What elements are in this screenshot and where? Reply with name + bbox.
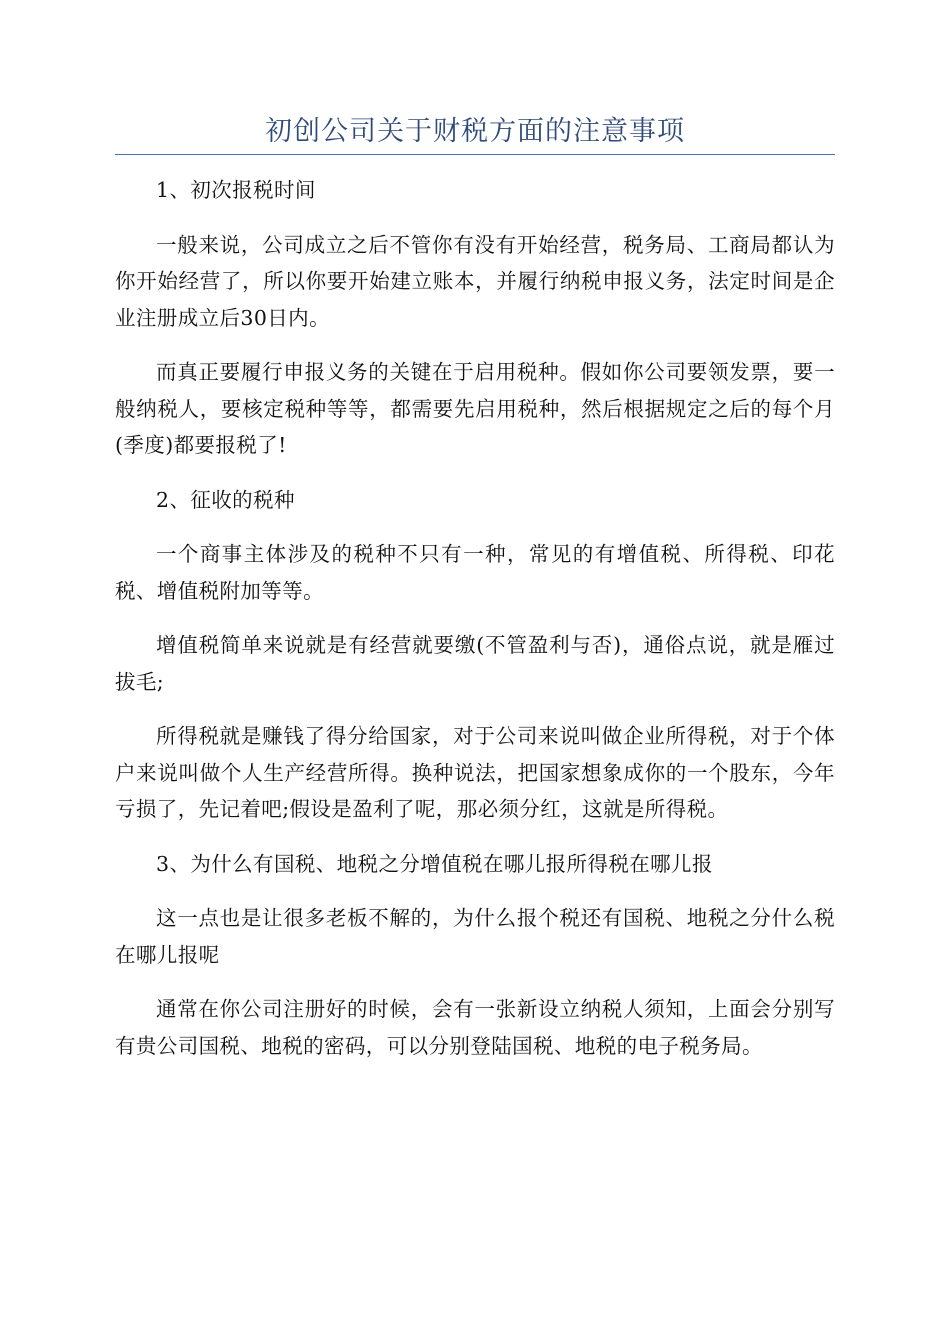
paragraph: 所得税就是赚钱了得分给国家，对于公司来说叫做企业所得税，对于个体户来说叫做个人生产经营所得。换种说法，把国家想象成你的一个股东，今年亏损了，先记着吧;假设是盈利了呢，那必须分红，这就是所得税。 [115,724,835,821]
paragraph: 而真正要履行申报义务的关键在于启用税种。假如你公司要领发票，要一般纳税人，要核定税种等等，都需要先启用税种，然后根据规定之后的每个月(季度)都要报税了! [115,360,835,457]
section-heading-3: 3、为什么有国税、地税之分增值税在哪儿报所得税在哪儿报 [156,851,713,876]
section-heading-2: 2、征收的税种 [156,487,295,512]
title-underline [115,154,835,155]
paragraph: 这一点也是让很多老板不解的，为什么报个税还有国税、地税之分什么税在哪儿报呢 [115,906,835,967]
document-body [115,172,835,1082]
paragraph: 一般来说，公司成立之后不管你有没有开始经营，税务局、工商局都认为你开始经营了，所以你要开始建立账本，并履行纳税申报义务，法定时间是企业注册成立后30日内。 [115,232,835,330]
document-title: 初创公司关于财税方面的注意事项 [265,116,685,147]
paragraph: 增值税简单来说就是有经营就要缴(不管盈利与否)，通俗点说，就是雁过拔毛; [115,633,835,694]
section-heading-1: 1、初次报税时间 [156,178,316,202]
paragraph: 通常在你公司注册好的时候，会有一张新设立纳税人须知，上面会分别写有贵公司国税、地税的密码，可以分别登陆国税、地税的电子税务局。 [115,997,835,1058]
paragraph: 一个商事主体涉及的税种不只有一种，常见的有增值税、所得税、印花税、增值税附加等等。 [115,542,835,603]
